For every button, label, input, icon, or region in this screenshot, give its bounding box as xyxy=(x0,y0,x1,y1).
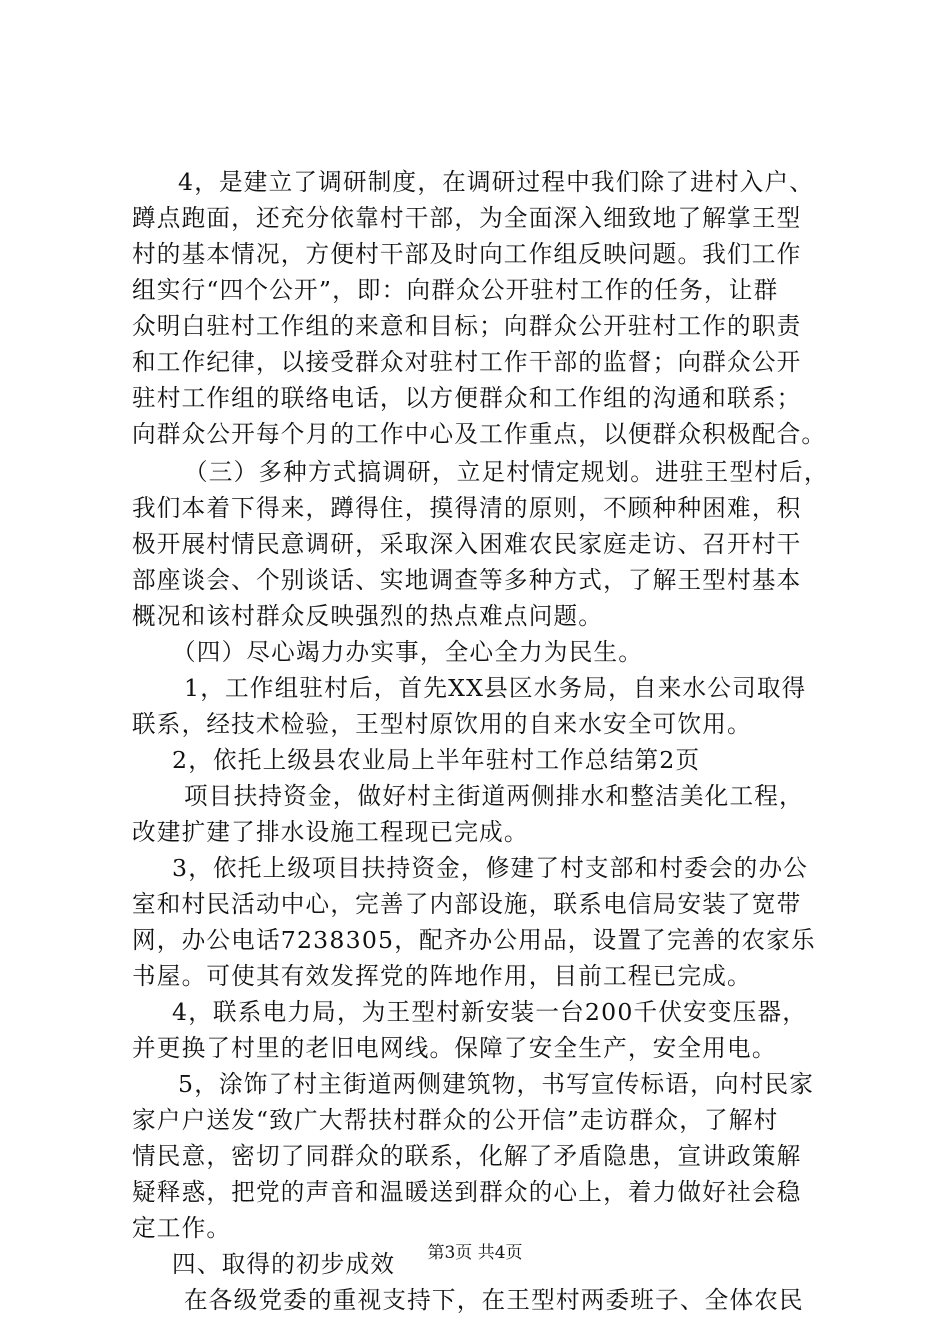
paragraph-line: 我们本着下得来，蹲得住，摸得清的原则，不顾种种困难，积 xyxy=(132,494,802,522)
paragraph-line: 村的基本情况，方便村干部及时向工作组反映问题。我们工作 xyxy=(132,240,802,268)
section-heading-line: （四）尽心竭力办实事，全心全力为民生。 xyxy=(172,638,644,666)
paragraph-line: 部座谈会、个别谈话、实地调查等多种方式，了解王型村基本 xyxy=(132,566,802,594)
paragraph-line: 书屋。可使其有效发挥党的阵地作用，目前工程已完成。 xyxy=(132,962,752,990)
paragraph-line: 疑释惑，把党的声音和温暖送到群众的心上，着力做好社会稳 xyxy=(132,1178,802,1206)
paragraph-line: 驻村工作组的联络电话，以方便群众和工作组的沟通和联系； xyxy=(132,384,802,412)
paragraph-line: 网，办公电话7238305，配齐办公用品，设置了完善的农家乐 xyxy=(132,926,816,954)
paragraph-line: （三）多种方式搞调研，立足村情定规划。进驻王型村后， xyxy=(184,458,829,486)
paragraph-line: 并更换了村里的老旧电网线。保障了安全生产，安全用电。 xyxy=(132,1034,777,1062)
paragraph-line: 4，是建立了调研制度，在调研过程中我们除了进村入户、 xyxy=(178,168,815,196)
paragraph-line: 2，依托上级县农业局上半年驻村工作总结第2页 xyxy=(172,746,701,774)
paragraph-line: 定工作。 xyxy=(132,1214,232,1242)
paragraph-line: 在各级党委的重视支持下，在王型村两委班子、全体农民 xyxy=(184,1286,804,1314)
paragraph-line: 组实行“四个公开”，即：向群众公开驻村工作的任务，让群 xyxy=(132,276,779,304)
paragraph-line: 室和村民活动中心，完善了内部设施，联系电信局安装了宽带 xyxy=(132,890,802,918)
paragraph-line: 蹲点跑面，还充分依靠村干部，为全面深入细致地了解掌王型 xyxy=(132,204,802,232)
paragraph-line: 概况和该村群众反映强烈的热点难点问题。 xyxy=(132,602,604,630)
paragraph-line: 4，联系电力局，为王型村新安装一台200千伏安变压器， xyxy=(172,998,808,1026)
paragraph-line: 向群众公开每个月的工作中心及工作重点，以便群众积极配合。 xyxy=(132,420,827,448)
paragraph-line: 众明白驻村工作组的来意和目标；向群众公开驻村工作的职责 xyxy=(132,312,802,340)
paragraph-line: 和工作纪律，以接受群众对驻村工作干部的监督；向群众公开 xyxy=(132,348,802,376)
paragraph-line: 项目扶持资金，做好村主街道两侧排水和整洁美化工程， xyxy=(184,782,804,810)
paragraph-line: 5，涂饰了村主街道两侧建筑物，书写宣传标语，向村民家 xyxy=(178,1070,815,1098)
page-footer: 第3页 共4页 xyxy=(427,1243,523,1263)
paragraph-line: 联系，经技术检验，王型村原饮用的自来水安全可饮用。 xyxy=(132,710,752,738)
paragraph-line: 极开展村情民意调研，采取深入困难农民家庭走访、召开村干 xyxy=(132,530,802,558)
paragraph-line: 1，工作组驻村后，首先XX县区水务局，自来水公司取得 xyxy=(184,674,807,702)
paragraph-line: 3，依托上级项目扶持资金，修建了村支部和村委会的办公 xyxy=(172,854,809,882)
section-heading-line: 四、取得的初步成效 xyxy=(172,1250,396,1278)
paragraph-line: 家户户送发“致广大帮扶村群众的公开信”走访群众，了解村 xyxy=(132,1106,779,1134)
paragraph-line: 情民意，密切了同群众的联系，化解了矛盾隐患，宣讲政策解 xyxy=(132,1142,802,1170)
paragraph-line: 改建扩建了排水设施工程现已完成。 xyxy=(132,818,529,846)
